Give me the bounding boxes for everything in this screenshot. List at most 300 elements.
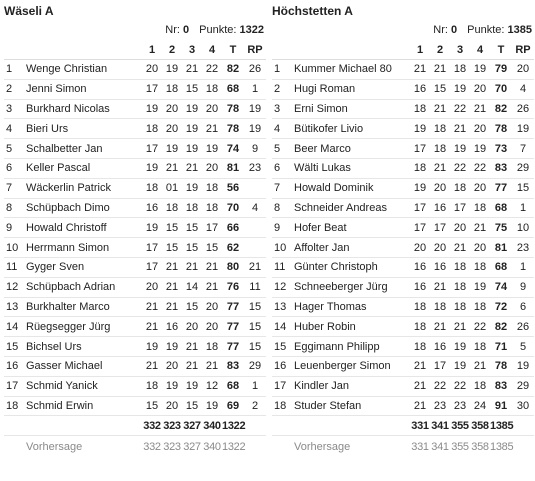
series-2-score: 21: [165, 261, 179, 274]
series-2-score: 21: [165, 281, 179, 294]
table-row: [4, 100, 266, 120]
total-score: 91: [494, 399, 508, 412]
series-1-score: 17: [413, 142, 427, 155]
series-3-score: 20: [453, 221, 467, 234]
series-1-score: 18: [145, 380, 159, 393]
series-3-score: 18: [453, 182, 467, 195]
player-name: Rüegsegger Jürg: [26, 320, 111, 333]
series-1-score: 17: [145, 83, 159, 96]
series-1-score: 18: [413, 102, 427, 115]
prediction-1: 331: [411, 441, 429, 454]
series-3-score: 18: [453, 281, 467, 294]
nr-group: [165, 24, 189, 36]
series-4-score: 18: [205, 182, 219, 195]
player-rank: 18: [6, 399, 19, 412]
series-4-score: 15: [205, 241, 219, 254]
player-name: Hugi Roman: [294, 83, 356, 96]
totals-row: [272, 416, 534, 436]
total-score: 73: [494, 142, 508, 155]
series-1-score: 18: [413, 162, 427, 175]
player-name: Hofer Beat: [294, 221, 347, 234]
series-4-score: 22: [473, 320, 487, 333]
series-2-score: 18: [165, 201, 179, 214]
table-header: [4, 40, 266, 60]
series-2-score: 19: [165, 380, 179, 393]
player-name: Studer Stefan: [294, 399, 362, 412]
player-rank: 18: [274, 399, 287, 412]
table-row: [4, 298, 266, 318]
series-4-score: 21: [205, 360, 219, 373]
player-name: Schüpbach Dimo: [26, 201, 110, 214]
ranking-points: 30: [516, 399, 530, 412]
total-score: 56: [226, 182, 240, 195]
series-1-score: 17: [145, 241, 159, 254]
series-3-score: 19: [453, 142, 467, 155]
player-rank: 14: [274, 320, 287, 333]
table-row: [4, 119, 266, 139]
player-name: Bieri Urs: [26, 122, 69, 135]
player-name: Howald Christoff: [26, 221, 107, 234]
series-1-score: 18: [413, 340, 427, 353]
series-4-score: 18: [473, 340, 487, 353]
table-row: [272, 199, 534, 219]
series-1-score: 21: [413, 360, 427, 373]
series-2-score: 17: [433, 360, 447, 373]
series-1-score: 16: [413, 261, 427, 274]
series-1-score: 21: [413, 380, 427, 393]
ranking-points: 6: [519, 300, 527, 313]
series-1-score: 16: [413, 83, 427, 96]
ranking-points: 10: [516, 221, 530, 234]
header-total: T: [229, 43, 237, 56]
ranking-points: 21: [248, 261, 262, 274]
total-2: 323: [163, 419, 181, 432]
series-4-score: 19: [205, 142, 219, 155]
table-row: [272, 179, 534, 199]
ranking-points: 1: [519, 201, 527, 214]
table-row: [272, 139, 534, 159]
series-4-score: 22: [205, 63, 219, 76]
series-4-score: 18: [205, 201, 219, 214]
total-score: 69: [226, 399, 240, 412]
total-score: 72: [494, 300, 508, 313]
player-rank: 1: [6, 63, 13, 76]
series-4-score: 21: [205, 281, 219, 294]
series-3-score: 19: [453, 340, 467, 353]
ranking-points: 11: [249, 281, 261, 294]
player-name: Herrmann Simon: [26, 241, 110, 254]
total-3: 355: [451, 419, 469, 432]
ranking-points: 29: [516, 380, 530, 393]
player-name: Schneider Andreas: [294, 201, 387, 214]
series-2-score: 20: [433, 241, 447, 254]
total-2: 341: [431, 419, 449, 432]
total-score: 82: [494, 102, 508, 115]
table-row: [272, 100, 534, 120]
series-4-score: 19: [473, 63, 487, 76]
player-rank: 11: [274, 261, 286, 274]
series-2-score: 19: [165, 340, 179, 353]
ranking-points: 15: [248, 320, 262, 333]
total-score: 74: [226, 142, 240, 155]
prediction-sum: 1322: [222, 441, 246, 454]
series-2-score: 15: [165, 241, 179, 254]
series-3-score: 21: [453, 320, 467, 333]
table-row: [4, 199, 266, 219]
player-name: Erni Simon: [294, 102, 348, 115]
player-rank: 17: [274, 380, 287, 393]
prediction-4: 340: [203, 441, 221, 454]
player-rank: 5: [6, 142, 13, 155]
series-1-score: 17: [145, 261, 159, 274]
table-row: [272, 258, 534, 278]
series-1-score: 19: [145, 162, 159, 175]
ranking-points: 23: [248, 162, 262, 175]
series-1-score: 15: [145, 399, 159, 412]
table-row: [272, 278, 534, 298]
ranking-points: 29: [516, 162, 530, 175]
series-1-score: 18: [413, 300, 427, 313]
series-2-score: 21: [433, 102, 447, 115]
series-3-score: 21: [185, 162, 199, 175]
table-row: [272, 238, 534, 258]
ranking-points: 4: [251, 201, 259, 214]
series-4-score: 20: [205, 320, 219, 333]
series-2-score: 18: [165, 83, 179, 96]
series-4-score: 20: [473, 241, 487, 254]
series-3-score: 23: [453, 399, 467, 412]
series-3-score: 15: [185, 221, 199, 234]
table-header: [272, 40, 534, 60]
player-rank: 4: [274, 122, 281, 135]
player-rows: [272, 60, 534, 416]
series-4-score: 20: [205, 102, 219, 115]
series-4-score: 21: [473, 221, 487, 234]
series-3-score: 19: [185, 122, 199, 135]
header-1: 1: [148, 43, 156, 56]
series-2-score: 20: [165, 360, 179, 373]
series-3-score: 21: [185, 360, 199, 373]
table-row: [272, 298, 534, 318]
team-panel-right: [272, 0, 534, 458]
series-4-score: 18: [205, 83, 219, 96]
ranking-points: 26: [248, 63, 262, 76]
total-score: 70: [494, 83, 508, 96]
series-1-score: 21: [413, 63, 427, 76]
nr-label: Nr:: [433, 24, 448, 36]
ranking-points: 29: [248, 360, 262, 373]
player-rank: 15: [6, 340, 19, 353]
series-3-score: 19: [185, 182, 199, 195]
ranking-points: 19: [248, 102, 262, 115]
series-4-score: 18: [473, 261, 487, 274]
prediction-row: [4, 436, 266, 458]
total-score: 82: [226, 63, 240, 76]
header-total: T: [497, 43, 505, 56]
series-4-score: 22: [473, 162, 487, 175]
player-name: Schüpbach Adrian: [26, 281, 116, 294]
series-1-score: 16: [145, 201, 159, 214]
prediction-label: Vorhersage: [294, 441, 351, 454]
player-name: Eggimann Philipp: [294, 340, 380, 353]
series-1-score: 17: [413, 201, 427, 214]
total-sum: 1322: [222, 419, 246, 432]
table-row: [4, 337, 266, 357]
series-1-score: 19: [145, 102, 159, 115]
ranking-points: 20: [516, 63, 530, 76]
player-name: Schneeberger Jürg: [294, 281, 388, 294]
series-3-score: 18: [453, 261, 467, 274]
team-panel-left: [4, 0, 266, 458]
player-name: Howald Dominik: [294, 182, 374, 195]
ranking-points: 7: [519, 142, 527, 155]
prediction-1: 332: [143, 441, 161, 454]
series-2-score: 21: [433, 320, 447, 333]
table-row: [4, 278, 266, 298]
series-4-score: 17: [205, 221, 219, 234]
series-4-score: 18: [473, 201, 487, 214]
total-score: 77: [226, 300, 240, 313]
total-3: 327: [183, 419, 201, 432]
table-row: [4, 218, 266, 238]
series-2-score: 23: [433, 399, 447, 412]
team-meta: [4, 22, 266, 38]
prediction-3: 327: [183, 441, 201, 454]
ranking-points: 15: [516, 182, 530, 195]
total-sum: 1385: [490, 419, 514, 432]
table-row: [4, 357, 266, 377]
player-rank: 2: [6, 83, 13, 96]
total-score: 82: [494, 320, 508, 333]
table-row: [272, 60, 534, 80]
series-3-score: 19: [185, 102, 199, 115]
series-3-score: 15: [185, 300, 199, 313]
series-1-score: 20: [145, 281, 159, 294]
punkte-group: [199, 24, 264, 36]
series-1-score: 20: [145, 63, 159, 76]
player-rank: 16: [274, 360, 287, 373]
player-rank: 5: [274, 142, 281, 155]
series-3-score: 18: [453, 300, 467, 313]
total-score: 66: [226, 221, 240, 234]
table-row: [4, 80, 266, 100]
table-row: [272, 377, 534, 397]
table-row: [272, 159, 534, 179]
nr-value: 0: [451, 24, 458, 36]
prediction-row: [272, 436, 534, 458]
series-1-score: 21: [145, 300, 159, 313]
ranking-points: 15: [248, 300, 262, 313]
series-4-score: 12: [205, 380, 219, 393]
series-1-score: 16: [413, 281, 427, 294]
total-score: 77: [226, 320, 240, 333]
total-score: 80: [226, 261, 240, 274]
player-rank: 13: [6, 300, 19, 313]
series-2-score: 20: [165, 102, 179, 115]
series-3-score: 21: [453, 122, 467, 135]
player-rank: 14: [6, 320, 19, 333]
header-4: 4: [208, 43, 216, 56]
total-1: 332: [143, 419, 161, 432]
series-2-score: 19: [165, 63, 179, 76]
header-rp: RP: [515, 43, 531, 56]
series-3-score: 18: [453, 63, 467, 76]
punkte-value: 1322: [239, 24, 264, 36]
total-score: 83: [494, 162, 508, 175]
prediction-label: Vorhersage: [26, 441, 83, 454]
header-3: 3: [188, 43, 196, 56]
series-2-score: 15: [433, 83, 447, 96]
player-name: Kindler Jan: [294, 380, 350, 393]
prediction-2: 341: [431, 441, 449, 454]
player-name: Bütikofer Livio: [294, 122, 364, 135]
total-score: 70: [226, 201, 240, 214]
series-4-score: 20: [473, 122, 487, 135]
player-name: Wenge Christian: [26, 63, 108, 76]
series-1-score: 18: [145, 122, 159, 135]
player-rank: 9: [274, 221, 281, 234]
header-2: 2: [168, 43, 176, 56]
total-score: 78: [494, 122, 508, 135]
series-1-score: 19: [413, 122, 427, 135]
series-3-score: 15: [185, 241, 199, 254]
series-4-score: 18: [473, 380, 487, 393]
punkte-value: 1385: [507, 24, 532, 36]
series-2-score: 21: [165, 162, 179, 175]
player-name: Wälti Lukas: [294, 162, 351, 175]
player-rank: 7: [274, 182, 281, 195]
series-4-score: 19: [473, 142, 487, 155]
ranking-points: 5: [519, 340, 527, 353]
totals-row: [4, 416, 266, 436]
ranking-points: 19: [516, 360, 530, 373]
series-2-score: 20: [165, 122, 179, 135]
player-rank: 11: [6, 261, 18, 274]
nr-group: [433, 24, 457, 36]
player-name: Affolter Jan: [294, 241, 350, 254]
total-score: 81: [226, 162, 240, 175]
series-3-score: 22: [453, 380, 467, 393]
table-row: [4, 60, 266, 80]
player-name: Gasser Michael: [26, 360, 103, 373]
series-2-score: 18: [433, 122, 447, 135]
nr-value: 0: [183, 24, 190, 36]
table-row: [272, 317, 534, 337]
series-4-score: 18: [205, 340, 219, 353]
series-3-score: 19: [453, 83, 467, 96]
total-score: 78: [494, 360, 508, 373]
table-row: [272, 218, 534, 238]
header-1: 1: [416, 43, 424, 56]
punkte-label: Punkte:: [199, 24, 237, 36]
series-1-score: 19: [145, 340, 159, 353]
series-4-score: 19: [205, 399, 219, 412]
ranking-points: 19: [516, 122, 530, 135]
prediction-4: 358: [471, 441, 489, 454]
player-rank: 7: [6, 182, 13, 195]
series-3-score: 22: [453, 162, 467, 175]
series-2-score: 21: [165, 300, 179, 313]
series-3-score: 15: [185, 399, 199, 412]
total-4: 340: [203, 419, 221, 432]
player-rows: [4, 60, 266, 416]
player-rank: 3: [274, 102, 281, 115]
player-rank: 6: [6, 162, 13, 175]
series-4-score: 21: [205, 122, 219, 135]
table-row: [272, 357, 534, 377]
ranking-points: 1: [519, 261, 527, 274]
total-score: 62: [226, 241, 240, 254]
player-rank: 8: [274, 201, 281, 214]
total-score: 78: [226, 122, 240, 135]
player-name: Leuenberger Simon: [294, 360, 391, 373]
punkte-group: [467, 24, 532, 36]
table-row: [272, 80, 534, 100]
series-3-score: 17: [453, 201, 467, 214]
player-name: Burkhalter Marco: [26, 300, 110, 313]
series-2-score: 18: [433, 300, 447, 313]
punkte-label: Punkte:: [467, 24, 505, 36]
player-rank: 12: [6, 281, 19, 294]
series-4-score: 21: [473, 102, 487, 115]
series-3-score: 19: [453, 360, 467, 373]
series-1-score: 19: [145, 221, 159, 234]
ranking-points: 9: [519, 281, 527, 294]
player-rank: 4: [6, 122, 13, 135]
series-1-score: 17: [413, 221, 427, 234]
series-4-score: 21: [205, 261, 219, 274]
series-4-score: 18: [473, 300, 487, 313]
series-2-score: 22: [433, 380, 447, 393]
table-row: [4, 238, 266, 258]
series-4-score: 20: [205, 162, 219, 175]
total-score: 77: [226, 340, 240, 353]
player-name: Wäckerlin Patrick: [26, 182, 111, 195]
total-score: 77: [494, 182, 508, 195]
series-4-score: 20: [205, 300, 219, 313]
total-1: 331: [411, 419, 429, 432]
player-rank: 3: [6, 102, 13, 115]
ranking-points: 9: [251, 142, 259, 155]
series-2-score: 20: [165, 399, 179, 412]
player-rank: 17: [6, 380, 19, 393]
series-2-score: 01: [165, 182, 179, 195]
table-row: [4, 317, 266, 337]
ranking-points: 15: [248, 340, 262, 353]
ranking-points: 1: [251, 380, 259, 393]
header-2: 2: [436, 43, 444, 56]
series-2-score: 18: [433, 142, 447, 155]
series-3-score: 15: [185, 83, 199, 96]
table-row: [272, 337, 534, 357]
player-name: Günter Christoph: [294, 261, 378, 274]
series-3-score: 22: [453, 102, 467, 115]
table-row: [272, 397, 534, 417]
total-score: 83: [226, 360, 240, 373]
series-2-score: 16: [433, 201, 447, 214]
player-name: Kummer Michael 80: [294, 63, 392, 76]
series-1-score: 20: [413, 241, 427, 254]
player-name: Beer Marco: [294, 142, 351, 155]
series-2-score: 20: [433, 182, 447, 195]
table-row: [272, 119, 534, 139]
series-3-score: 21: [453, 241, 467, 254]
team-title: Wäseli A: [4, 4, 54, 18]
ranking-points: 4: [519, 83, 527, 96]
player-rank: 8: [6, 201, 13, 214]
player-rank: 10: [274, 241, 287, 254]
series-1-score: 21: [145, 320, 159, 333]
